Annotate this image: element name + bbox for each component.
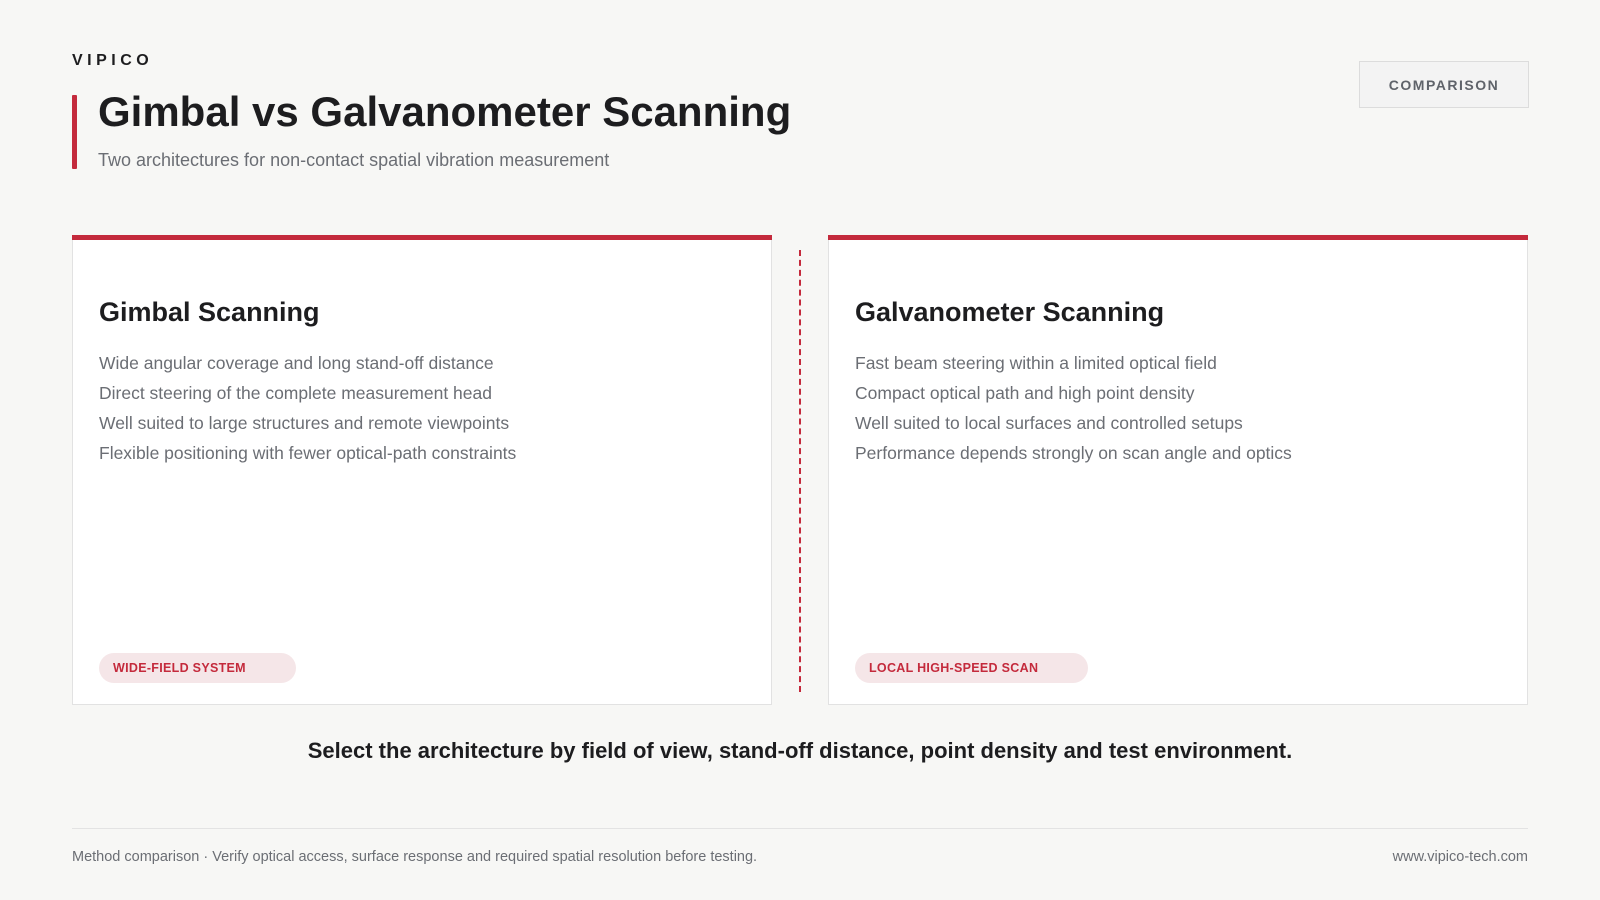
galvanometer-card — [828, 235, 1528, 705]
dashed-divider — [799, 250, 801, 692]
comparison-tag: COMPARISON — [1359, 61, 1529, 108]
card-badge: WIDE-FIELD SYSTEM — [99, 653, 296, 683]
list-item: Fast beam steering within a limited optical field — [855, 353, 1217, 373]
list-item: Flexible positioning with fewer optical-path constraints — [99, 443, 517, 463]
footer-url: www.vipico-tech.com — [1392, 849, 1528, 865]
title-accent-bar — [72, 95, 77, 169]
card-point-list — [855, 348, 1292, 468]
page-title: Gimbal vs Galvanometer Scanning — [98, 88, 792, 135]
page-subtitle: Two architectures for non-contact spatial vibration measurement — [98, 150, 610, 170]
conclusion-text: Select the architecture by field of view, stand-off distance, point density and test environment. — [307, 738, 1293, 763]
brand-logo: VIPICO — [72, 52, 154, 69]
card-title: Galvanometer Scanning — [855, 297, 1165, 327]
footer-divider — [72, 828, 1528, 829]
list-item: Well suited to local surfaces and controlled setups — [855, 413, 1243, 433]
footer-note: Method comparison · Verify optical access, surface response and required spatial resolution before testing. — [72, 849, 758, 865]
card-badge: LOCAL HIGH-SPEED SCAN — [855, 653, 1088, 683]
list-item: Well suited to large structures and remote viewpoints — [99, 413, 510, 433]
gimbal-card — [72, 235, 772, 705]
list-item: Wide angular coverage and long stand-off distance — [99, 353, 494, 373]
list-item: Performance depends strongly on scan angle and optics — [855, 443, 1292, 463]
card-title: Gimbal Scanning — [99, 297, 320, 327]
list-item: Compact optical path and high point density — [855, 383, 1195, 403]
list-item: Direct steering of the complete measurement head — [99, 383, 492, 403]
card-point-list — [99, 348, 516, 468]
